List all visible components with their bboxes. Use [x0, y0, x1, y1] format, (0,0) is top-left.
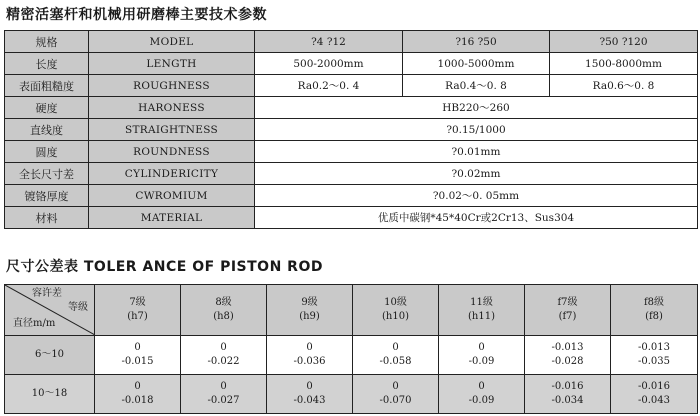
tolerance-cell — [181, 336, 267, 375]
spec-label-en: ROUNDNESS — [89, 141, 255, 163]
tolerance-cell — [611, 336, 698, 375]
corner-label-grade: 等级 — [68, 302, 88, 313]
lower-deviation: -0.043 — [293, 395, 326, 406]
grade-code: (h8) — [213, 311, 234, 322]
spec-label-zh: 规格 — [5, 31, 89, 53]
grade-header — [525, 285, 611, 336]
spec-value: 500-2000mm — [255, 53, 403, 75]
spec-label-en: LENGTH — [89, 53, 255, 75]
tolerance-table — [4, 284, 698, 414]
grade-zh: 9级 — [301, 297, 318, 308]
spec-value: Ra0.6～0. 8 — [550, 75, 698, 97]
spec-value: Ra0.2～0. 4 — [255, 75, 403, 97]
tolerance-corner-cell — [5, 285, 95, 336]
spec-row-hardness — [5, 97, 698, 119]
upper-deviation: 0 — [306, 381, 313, 392]
spec-value: 1500-8000mm — [550, 53, 698, 75]
spec-label-zh: 全长尺寸差 — [5, 163, 89, 185]
spec-value: 优质中碳钢*45*40Cr或2Cr13、Sus304 — [255, 207, 698, 229]
spec-row-straightness — [5, 119, 698, 141]
spec-label-zh: 镀铬厚度 — [5, 185, 89, 207]
lower-deviation: -0.035 — [637, 356, 670, 367]
spec-value: ?0.02mm — [255, 163, 698, 185]
grade-zh: 10级 — [384, 297, 407, 308]
grade-zh: 11级 — [470, 297, 493, 308]
grade-header — [439, 285, 525, 336]
grade-zh: f7级 — [557, 297, 578, 308]
lower-deviation: -0.015 — [121, 356, 154, 367]
tolerance-cell — [525, 336, 611, 375]
tolerance-table-title: 尺寸公差表 TOLER ANCE OF PISTON ROD — [6, 259, 323, 275]
grade-header — [611, 285, 698, 336]
upper-deviation: 0 — [134, 342, 141, 353]
tolerance-header-row — [5, 285, 698, 336]
tolerance-cell — [439, 336, 525, 375]
grade-zh: 7级 — [129, 297, 146, 308]
tolerance-cell — [611, 375, 698, 414]
spec-label-zh: 材料 — [5, 207, 89, 229]
grade-header — [353, 285, 439, 336]
spec-label-zh: 圆度 — [5, 141, 89, 163]
spec-model-3: ?50 ?120 — [550, 31, 698, 53]
diameter-range: 10～18 — [5, 375, 95, 414]
spec-label-zh: 长度 — [5, 53, 89, 75]
tolerance-cell — [439, 375, 525, 414]
lower-deviation: -0.043 — [637, 395, 670, 406]
grade-code: (h7) — [127, 311, 148, 322]
tolerance-cell — [95, 375, 181, 414]
spec-row-roundness — [5, 141, 698, 163]
grade-header — [181, 285, 267, 336]
spec-row-material — [5, 207, 698, 229]
spec-label-en: MODEL — [89, 31, 255, 53]
spec-label-zh: 直线度 — [5, 119, 89, 141]
upper-deviation: 0 — [306, 342, 313, 353]
tolerance-cell — [181, 375, 267, 414]
grade-code: (h10) — [382, 311, 409, 322]
spec-row-model — [5, 31, 698, 53]
spec-label-en: HARONESS — [89, 97, 255, 119]
tolerance-row — [5, 375, 698, 414]
grade-header — [95, 285, 181, 336]
spec-row-chromium — [5, 185, 698, 207]
upper-deviation: -0.016 — [551, 381, 584, 392]
corner-label-tolerance: 容许差 — [32, 288, 62, 299]
tolerance-cell — [353, 336, 439, 375]
spec-value: ?0.15/1000 — [255, 119, 698, 141]
upper-deviation: 0 — [392, 381, 399, 392]
lower-deviation: -0.070 — [379, 395, 412, 406]
upper-deviation: 0 — [392, 342, 399, 353]
spec-value: ?0.02～0. 05mm — [255, 185, 698, 207]
spec-table-title: 精密活塞杆和机械用研磨棒主要技术参数 — [6, 7, 267, 23]
grade-header — [267, 285, 353, 336]
grade-zh: f8级 — [643, 297, 665, 308]
spec-label-en: CYLINDERICITY — [89, 163, 255, 185]
upper-deviation: -0.016 — [637, 381, 670, 392]
lower-deviation: -0.022 — [207, 356, 240, 367]
tolerance-row — [5, 336, 698, 375]
lower-deviation: -0.09 — [468, 356, 495, 367]
grade-zh: 8级 — [215, 297, 232, 308]
spec-label-zh: 表面粗糙度 — [5, 75, 89, 97]
spec-label-zh: 硬度 — [5, 97, 89, 119]
spec-row-cylindricity — [5, 163, 698, 185]
spec-value: 1000-5000mm — [403, 53, 550, 75]
upper-deviation: 0 — [220, 381, 227, 392]
spec-value: HB220～260 — [255, 97, 698, 119]
tolerance-cell — [353, 375, 439, 414]
spec-label-en: STRAIGHTNESS — [89, 119, 255, 141]
grade-code: (h9) — [299, 311, 320, 322]
corner-label-diameter: 直径m/m — [13, 318, 56, 329]
spec-value: Ra0.4～0. 8 — [403, 75, 550, 97]
tolerance-cell — [267, 336, 353, 375]
upper-deviation: -0.013 — [637, 342, 670, 353]
grade-code: (h11) — [468, 311, 495, 322]
upper-deviation: 0 — [220, 342, 227, 353]
spec-value: ?0.01mm — [255, 141, 698, 163]
diameter-range: 6～10 — [5, 336, 95, 375]
tolerance-cell — [525, 375, 611, 414]
upper-deviation: 0 — [134, 381, 141, 392]
grade-code: (f8) — [645, 311, 663, 322]
upper-deviation: -0.013 — [551, 342, 584, 353]
spec-table — [4, 30, 698, 229]
spec-label-en: ROUGHNESS — [89, 75, 255, 97]
tolerance-cell — [267, 375, 353, 414]
lower-deviation: -0.034 — [551, 395, 584, 406]
lower-deviation: -0.018 — [121, 395, 154, 406]
lower-deviation: -0.027 — [207, 395, 240, 406]
lower-deviation: -0.028 — [551, 356, 584, 367]
spec-model-2: ?16 ?50 — [403, 31, 550, 53]
lower-deviation: -0.058 — [379, 356, 412, 367]
spec-label-en: MATERIAL — [89, 207, 255, 229]
upper-deviation: 0 — [478, 342, 485, 353]
spec-row-roughness — [5, 75, 698, 97]
lower-deviation: -0.09 — [468, 395, 495, 406]
upper-deviation: 0 — [478, 381, 485, 392]
grade-code: (f7) — [558, 311, 577, 322]
spec-model-1: ?4 ?12 — [255, 31, 403, 53]
lower-deviation: -0.036 — [293, 356, 326, 367]
tolerance-cell — [95, 336, 181, 375]
spec-row-length — [5, 53, 698, 75]
spec-label-en: CWROMIUM — [89, 185, 255, 207]
